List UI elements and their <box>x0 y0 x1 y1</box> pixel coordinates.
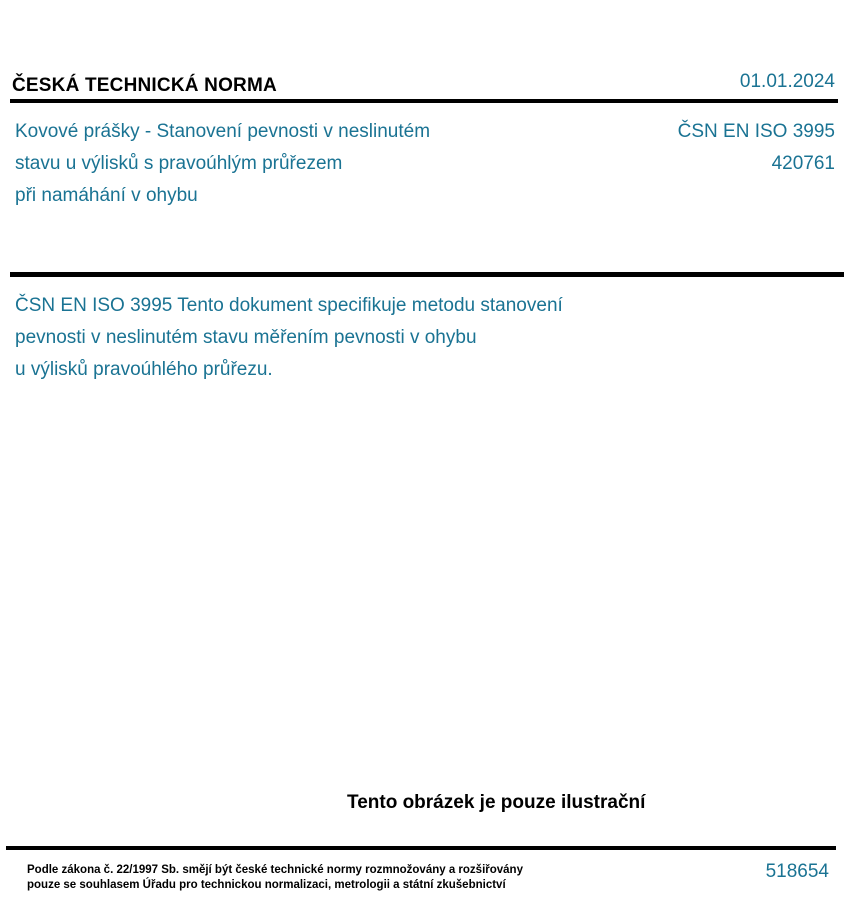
standard-title-line: Kovové prášky - Stanovení pevnosti v neslinutém <box>15 121 431 142</box>
class-code: 420761 <box>771 153 835 174</box>
description-line: pevnosti v neslinutém stavu měřením pevnosti v ohybu <box>15 327 477 348</box>
description <box>15 290 563 386</box>
standard-codes <box>678 116 835 180</box>
standard-title-line: stavu u výlisků s pravoúhlým průřezem <box>15 153 343 174</box>
standard-title <box>15 116 430 212</box>
legal-line: Podle zákona č. 22/1997 Sb. smějí být české technické normy rozmnožovány a rozšiřovány <box>27 864 523 876</box>
description-line: ČSN EN ISO 3995 Tento dokument specifikuje metodu stanovení <box>15 295 563 316</box>
illustration-note: Tento obrázek je pouze ilustrační <box>347 792 646 813</box>
legal-notice <box>27 863 523 893</box>
legal-line: pouze se souhlasem Úřadu pro technickou normalizaci, metrologii a státní zkušebnictví <box>27 879 506 891</box>
top-divider <box>10 99 838 103</box>
standard-title-line: při namáhání v ohybu <box>15 185 198 206</box>
bottom-divider <box>6 846 836 850</box>
norm-title: ČESKÁ TECHNICKÁ NORMA <box>12 75 277 96</box>
standard-designation: ČSN EN ISO 3995 <box>677 121 835 142</box>
description-line: u výlisků pravoúhlého průřezu. <box>15 359 273 380</box>
norm-date: 01.01.2024 <box>739 71 835 92</box>
document-number: 518654 <box>765 861 829 882</box>
middle-divider <box>10 272 844 277</box>
